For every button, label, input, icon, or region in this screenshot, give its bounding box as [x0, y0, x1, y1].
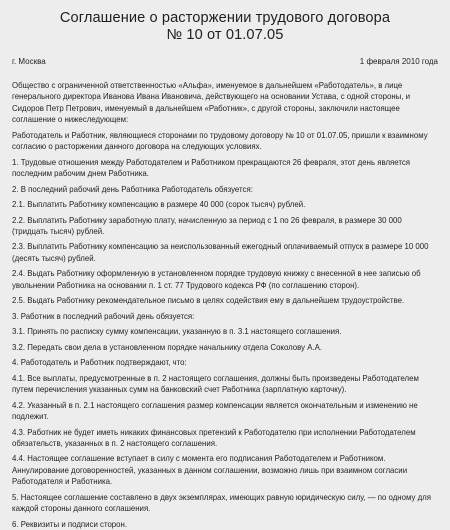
clause-5: 5. Настоящее соглашение составлено в двух экземплярах, имеющих равную юридическую силу, — по одному для каждой стороны данного соглашения. [12, 492, 431, 514]
clause-2-5: 2.5. Выдать Работнику рекомендательное письмо в целях содействия ему в дальнейшем трудоустройстве. [12, 296, 405, 306]
clause-3: 3. Работник в последний рабочий день обязуется: [12, 311, 195, 321]
clause-4-2: 4.2. Указанный в п. 2.1 настоящего соглашения размер компенсации является окончательным и изменению не подлежит. [12, 400, 418, 422]
preamble-paragraph: Общество с ограниченной ответственностью «Альфа», именуемое в дальнейшем «Работодатель», в лице генерального директора Иванова Ивана Ивановича, действующего на основании Устава, с одной стороны, и Сидоров Петр Петрович, именуемый в дальнейшем «Работник», с другой стороны, заключили настоящее соглашение о нижеследующем: [12, 81, 411, 125]
city-label: г. Москва [12, 57, 46, 66]
clause-2-3: 2.3. Выплатить Работнику компенсацию за неиспользованный ежегодный оплачиваемый отпуск в размере 10 000 (десять тысяч) рублей. [12, 242, 429, 263]
clause-2-2: 2.2. Выплатить Работнику заработную плату, начисленную за период с 1 по 26 февраля, в размере 30 000 (тридцать тысяч) рублей. [12, 215, 402, 236]
clause-3-1: 3.1. Принять по расписку сумму компенсации, указанную в п. 3.1 настоящего соглашения. [12, 327, 342, 337]
document-title-line-2: № 10 от 01.07.05 [166, 27, 284, 43]
clause-2-4: 2.4. Выдать Работнику оформленную в установленном порядке трудовую книжку с внесенной в нее записью об увольнении Работника на основании п. 1 ст. 77 Трудового кодекса РФ (по соглашению сторон). [12, 269, 421, 290]
clause-4-3: 4.3. Работник не будет иметь никаких финансовых претензий к Работодателю при исполнении Работодателем обязательств, указанных в п. 2 настоящего соглашения. [12, 427, 416, 448]
clause-1: 1. Трудовые отношения между Работодателем и Работником прекращаются 26 февраля, этот день является последним рабочим днем Работника. [12, 157, 411, 179]
place-date-row [12, 56, 438, 70]
clause-6: 6. Реквизиты и подписи сторон. [12, 519, 128, 529]
clause-4-1: 4.1. Все выплаты, предусмотренные в п. 2 настоящего соглашения, должны быть произведены Работодателем путем перечисления указанных сумм на банковский счет Работника (зарплатную карточку). [12, 373, 419, 395]
agreement-body [12, 80, 438, 530]
document-title-line-1: Соглашение о расторжении трудового договора [59, 10, 391, 26]
clause-3-2: 3.2. Передать свои дела в установленном порядке начальнику отдела Соколову А.А. [12, 342, 323, 352]
clause-4: 4. Работодатель и Работник подтверждают, что: [12, 358, 187, 368]
clause-2: 2. В последний рабочий день Работника Работодатель обязуется: [12, 184, 253, 194]
intro-paragraph: Работодатель и Работник, являющиеся сторонами по трудовому договору № 10 от 01.07.05, пришли к взаимному согласию о расторжении данного договора на следующих условиях. [12, 130, 428, 152]
clause-4-4: 4.4. Настоящее соглашение вступает в силу с момента его подписания Работодателем и Работником. Аннулирование договоренностей, указанных в данном соглашении, возможно лишь при взаимном согласии Работодателя и Работника. [12, 454, 408, 487]
document-date: 1 февраля 2010 года [359, 57, 438, 66]
clause-2-1: 2.1. Выплатить Работнику компенсацию в размере 40 000 (сорок тысяч) рублей. [12, 200, 306, 210]
document-title [12, 10, 438, 44]
